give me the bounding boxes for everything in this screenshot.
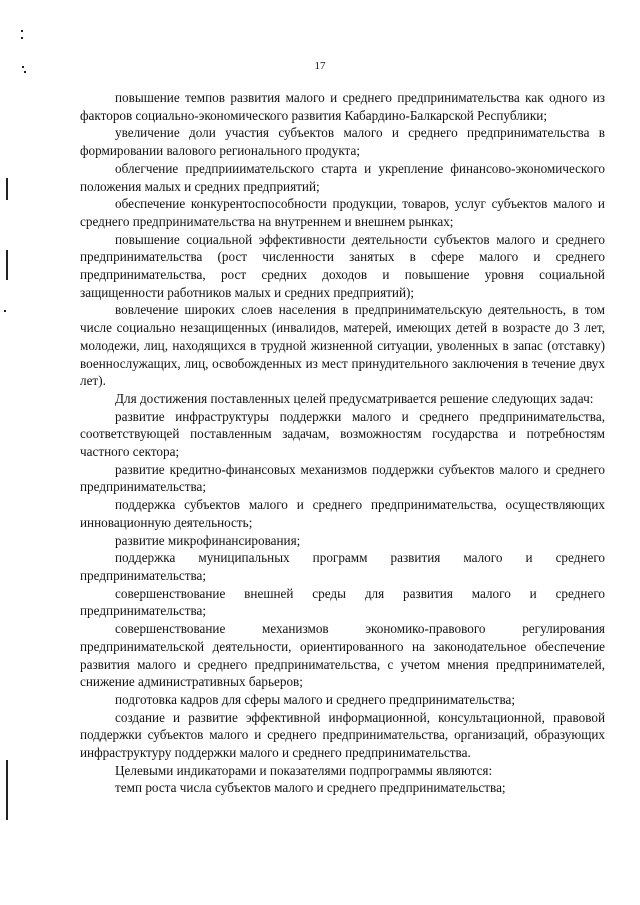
paragraph: поддержка муниципальных программ развития малого и среднего предпринимательства; xyxy=(80,550,605,583)
scan-mark xyxy=(6,250,8,280)
paragraph: совершенствование механизмов экономико-правового регулирования предпринимательской деятельности, ориентированного на законодательное обеспечение развития малого и среднего предпринимательства, с учетом мнения предпринимателей, снижение административных барьеров; xyxy=(80,621,605,690)
paragraph: темп роста числа субъектов малого и среднего предпринимательства; xyxy=(115,780,506,796)
paragraph: создание и развитие эффективной информационной, консультационной, правовой поддержки субъектов малого и среднего предпринимательства, организаций, образующих инфраструктуру поддержки малого и среднего предпринимательства. xyxy=(80,709,605,761)
scan-mark xyxy=(21,37,23,39)
paragraph: вовлечение широких слоев населения в предпринимательскую деятельность, в том числе социально незащищенных (инвалидов, матерей, имеющих детей в возрасте до 3 лет, молодежи, лиц, находящихся в трудной жизненной ситуации, уволенных в запас (отставку) военнослужащих, лиц, освобожденных из мест принудительного заключения в течение двух лет). xyxy=(80,302,605,389)
paragraph: Целевыми индикаторами и показателями подпрограммы являются: xyxy=(115,762,493,778)
paragraph: поддержка субъектов малого и среднего предпринимательства, осуществляющих инновационную деятельность; xyxy=(80,497,605,530)
paragraph: повышение социальной эффективности деятельности субъектов малого и среднего предпринимательства (рост численности занятых в сфере малого и среднего предпринимательства, рост средних доходов и повышение уровня социальной защищенности работников малых и средних предприятий); xyxy=(80,231,605,300)
paragraph: развитие микрофинансирования; xyxy=(115,532,301,548)
paragraph: облегчение предприиимательского старта и укрепление финансово-экономического положения малых и средних предприятий; xyxy=(80,160,605,194)
scan-mark xyxy=(6,178,8,200)
paragraph: подготовка кадров для сферы малого и среднего предпринимательства; xyxy=(115,691,516,707)
document-body xyxy=(80,89,605,797)
scan-mark xyxy=(4,310,6,312)
scan-mark xyxy=(21,30,23,32)
paragraph: совершенствование внешней среды для развития малого и среднего предпринимательства; xyxy=(80,585,605,619)
page-number: 17 xyxy=(314,60,326,72)
paragraph: Для достижения поставленных целей предусматривается решение следующих задач: xyxy=(115,390,594,406)
scan-mark xyxy=(6,760,8,820)
paragraph: развитие инфраструктуры поддержки малого и среднего предпринимательства, соответствующей поставленным задачам, возможностям государства и потребностям частного сектора; xyxy=(80,408,605,460)
paragraph: обеспечение конкурентоспособности продукции, товаров, услуг субъектов малого и среднего предпринимательства на внутреннем и внешнем рынках; xyxy=(80,196,605,229)
paragraph: повышение темпов развития малого и среднего предпринимательства как одного из факторов социально-экономического развития Кабардино-Балкарской Республики; xyxy=(80,90,605,123)
paragraph: развитие кредитно-финансовых механизмов поддержки субъектов малого и среднего предпринимательства; xyxy=(80,461,605,495)
paragraph: увеличение доли участия субъектов малого и среднего предпринимательства в формировании валового регионального продукта; xyxy=(80,125,605,159)
